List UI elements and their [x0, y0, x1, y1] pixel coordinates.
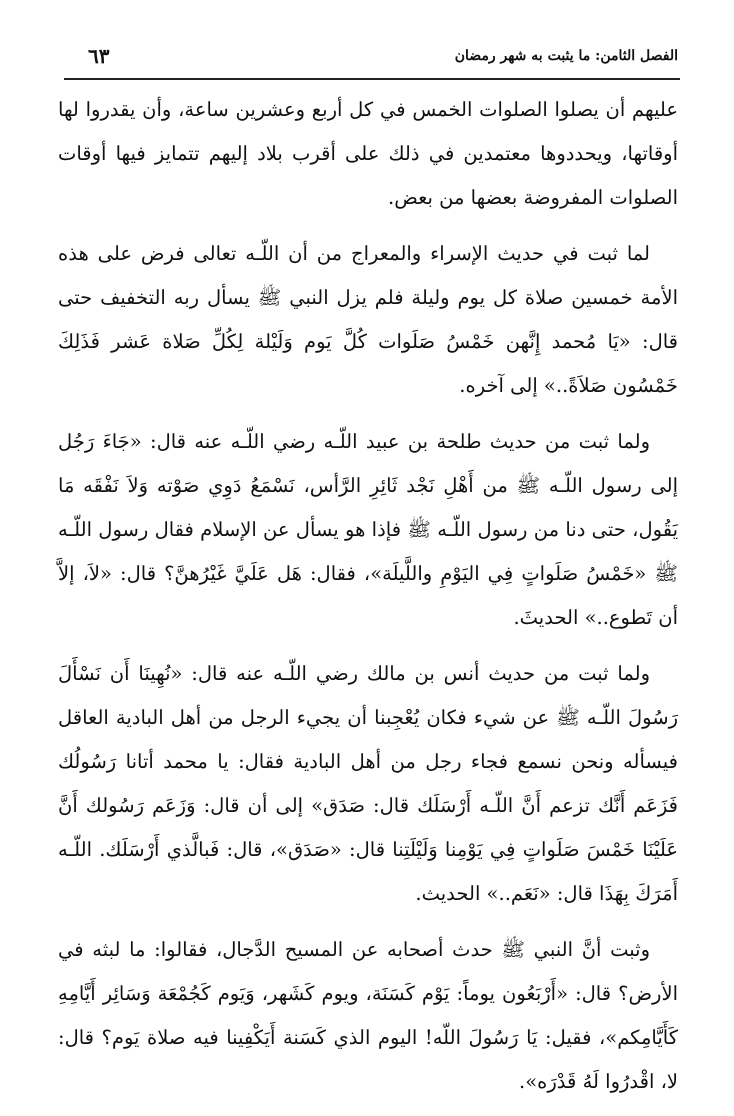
paragraph-continuation: عليهم أن يصلوا الصلوات الخمس في كل أربع وعشرين ساعة، وأن يقدروا لها أوقاتها، ويحددوها معتمدين في ذلك على أقرب بلاد إليهم تتمايز فيها أوقات الصلوات المفروضة بعضها من بعض.: [58, 98, 678, 209]
paragraph-dajjal-hadith: وثبت أنَّ النبي ﷺ حدث أصحابه عن المسيح الدَّجال، فقالوا: ما لبثه في الأرض؟ قال: «أَرْبَعُون يوماً: يَوْم كَسَنَة، ويوم كَشَهر، وَيَوم كَجُمْعَة وَسَائِر أَيَّامِهِ كَأَيَّامِكم»، فقيل: يَا رَسُولَ اللّه! اليوم الذي كَسَنة أَيَكْفِينا فيه صلاة يَوم؟ قال: لا، اقْدرُوا لَهُ قَدْرَه».: [58, 938, 678, 1093]
page-number: ٦٣: [88, 44, 110, 68]
page-body: [58, 88, 678, 1116]
chapter-title: الفصل الثامن: ما يثبت به شهر رمضان: [454, 48, 678, 64]
running-header: [78, 44, 678, 80]
header-divider: [64, 78, 680, 80]
paragraph-isra-miraj: لما ثبت في حديث الإسراء والمعراج من أن اللّـه تعالى فرض على هذه الأمة خمسين صلاة كل يوم وليلة فلم يزل النبي ﷺ يسأل ربه التخفيف حتى قال: «يَا مُحمد إِنَّهن خَمْسُ صَلَوات كُلَّ يَوم وَلَيْلة لِكُلِّ صَلاة عَشر فَذَلِكَ خَمْسُون صَلاَةً..» إلى آخره.: [58, 242, 678, 397]
paragraph-talha-hadith: ولما ثبت من حديث طلحة بن عبيد اللّـه رضي اللّـه عنه قال: «جَاءَ رَجُل إلى رسول اللّـه ﷺ من أَهْلِ نَجْد ثَائِرِ الرَّأس، نَسْمَعُ دَوِي صَوْته وَلاَ نَفْقَه مَا يَقُول، حتى دنا من رسول اللّـه ﷺ فإذا هو يسأل عن الإسلام فقال رسول اللّـه ﷺ «خَمْسُ صَلَواتٍ فِي اليَوْمِ واللَّيلَة»، فقال: هَل عَلَيَّ غَيْرُهنَّ؟ قال: «لاَ، إلاَّ أن تَطوع..» الحديثَ.: [58, 430, 678, 629]
paragraph-anas-hadith: ولما ثبت من حديث أنس بن مالك رضي اللّـه عنه قال: «نُهِينَا أَن نَسْأَلَ رَسُولَ اللّـه ﷺ عن شيء فكان يُعْجِبنا أن يجيء الرجل من أهل البادية العاقل فيسأله ونحن نسمع فجاء رجل من أهل البادية فقال: يا محمد أتانا رَسُولُك فَزَعَم أَنَّك تزعم أَنَّ اللّـه أَرْسَلَك قال: صَدَق» إلى أن قال: وَزَعَم رَسُولك أَنَّ عَلَيْنَا خَمْسَ صَلَواتٍ فِي يَوْمِنا وَلَيْلَتِنا قال: «صَدَق»، قال: فَبالَّذي أَرْسَلَك. اللّـه أَمَرَكَ بِهَذَا قال: «نَعَم..» الحديث.: [58, 662, 678, 905]
